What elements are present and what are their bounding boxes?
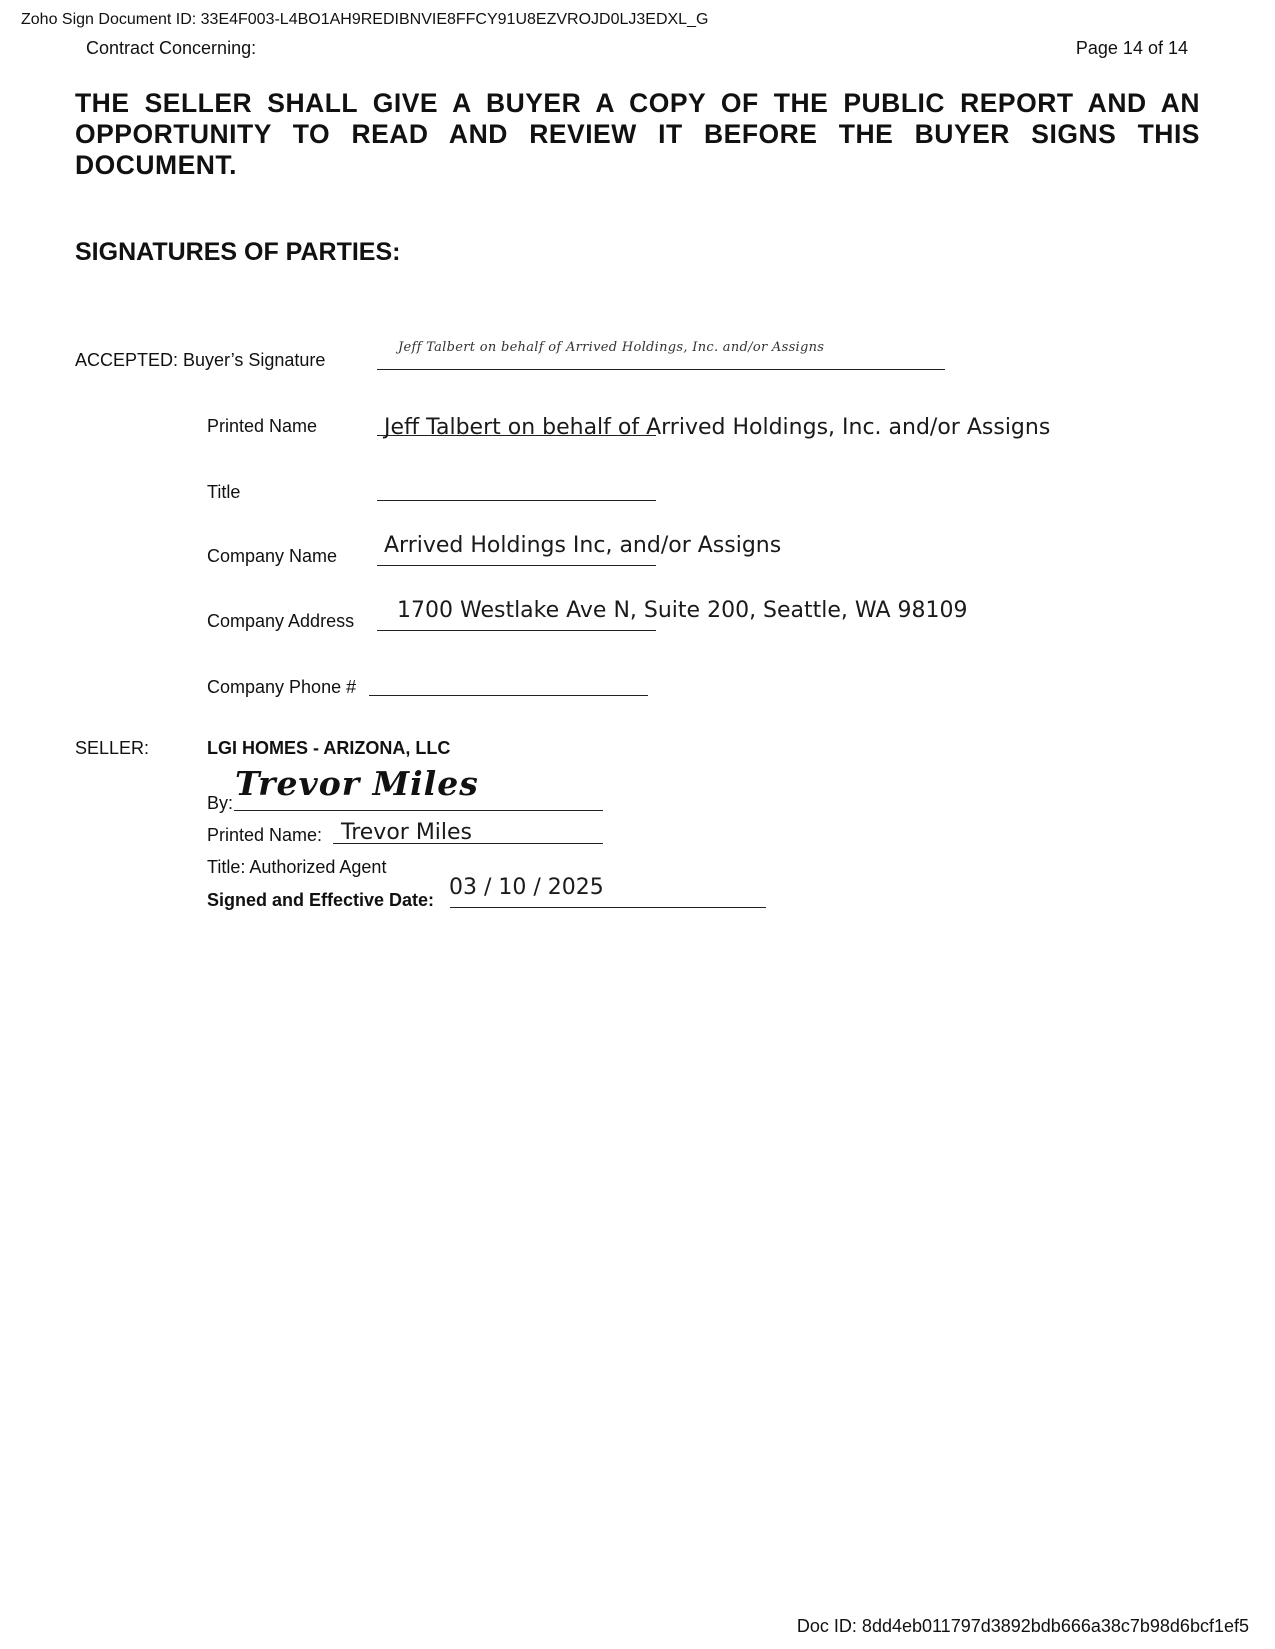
buyer-signature-label: ACCEPTED: Buyer’s Signature bbox=[75, 350, 326, 370]
signed-effective-date-label: Signed and Effective Date: bbox=[207, 890, 435, 910]
company-name-label: Company Name bbox=[207, 546, 338, 566]
company-name-value[interactable]: Arrived Holdings Inc, and/or Assigns bbox=[384, 533, 782, 558]
seller-by-label: By: bbox=[207, 793, 234, 813]
seller-company-name: LGI HOMES - ARIZONA, LLC bbox=[207, 738, 451, 758]
seller-title: Title: Authorized Agent bbox=[207, 857, 387, 877]
company-address-value[interactable]: 1700 Westlake Ave N, Suite 200, Seattle, WA 98109 bbox=[397, 598, 968, 623]
company-address-line bbox=[377, 630, 656, 631]
buyer-signature[interactable]: Jeff Talbert on behalf of Arrived Holdings, Inc. and/or Assigns bbox=[398, 340, 825, 355]
title-line[interactable] bbox=[377, 500, 656, 501]
buyer-signature-line bbox=[377, 369, 945, 370]
seller-printed-name-value[interactable]: Trevor Miles bbox=[341, 820, 473, 845]
title-label: Title bbox=[207, 482, 241, 502]
signed-date-line bbox=[450, 907, 766, 908]
buyer-printed-name-value[interactable]: Jeff Talbert on behalf of Arrived Holdings, Inc. and/or Assigns bbox=[384, 415, 1051, 440]
company-name-line bbox=[377, 565, 656, 566]
zoho-document-id: Zoho Sign Document ID: 33E4F003-L4BO1AH9REDIBNVIE8FFCY91U8EZVROJD0LJ3EDXL_G bbox=[21, 11, 709, 28]
signatures-heading: SIGNATURES OF PARTIES: bbox=[75, 238, 401, 266]
public-report-notice: THE SELLER SHALL GIVE A BUYER A COPY OF THE PUBLIC REPORT AND AN OPPORTUNITY TO READ AND REVIEW IT BEFORE THE BUYER SIGNS THIS DOCUMENT. bbox=[75, 88, 1200, 180]
seller-signature[interactable]: Trevor Miles bbox=[235, 764, 479, 803]
signed-effective-date-value[interactable]: 03 / 10 / 2025 bbox=[449, 875, 604, 900]
company-phone-line[interactable] bbox=[369, 695, 648, 696]
company-address-label: Company Address bbox=[207, 611, 355, 631]
seller-label: SELLER: bbox=[75, 738, 150, 758]
printed-name-line bbox=[377, 435, 656, 436]
page-number: Page 14 of 14 bbox=[1075, 38, 1188, 58]
contract-concerning-label: Contract Concerning: bbox=[86, 38, 257, 58]
footer-doc-id: Doc ID: 8dd4eb011797d3892bdb666a38c7b98d6bcf1ef5 bbox=[796, 1616, 1249, 1636]
seller-printed-name-label: Printed Name: bbox=[207, 825, 323, 845]
seller-signature-line bbox=[234, 810, 603, 811]
printed-name-label: Printed Name bbox=[207, 416, 318, 436]
company-phone-label: Company Phone # bbox=[207, 677, 357, 697]
seller-printed-name-line bbox=[333, 843, 603, 844]
